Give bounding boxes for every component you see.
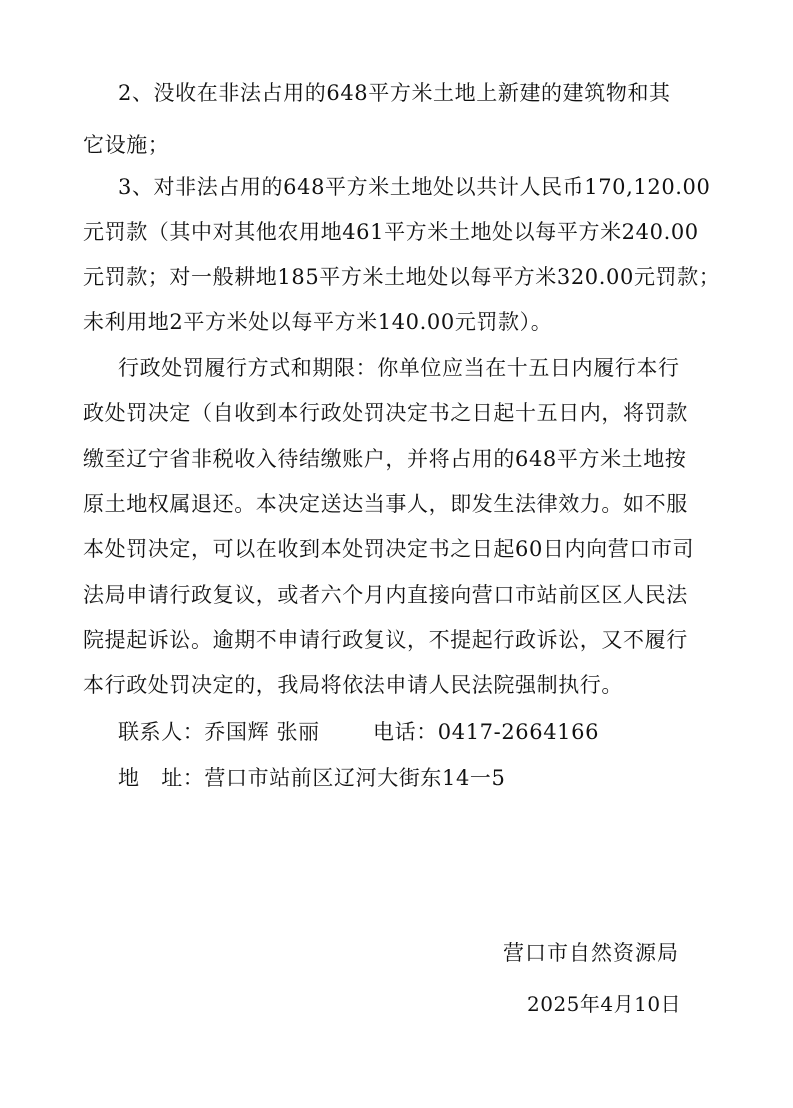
item-3-line-2: 元罚款（其中对其他农用地461平方米土地处以每平方米240.00 [83,220,699,244]
contact-person: 联系人：乔国辉 张丽 [118,720,320,744]
item-3-line-1: 3、对非法占用的648平方米土地处以共计人民币170,120.00 [118,175,711,199]
contact-phone: 电话：0417-2664166 [373,720,600,744]
item-3-line-4: 未利用地2平方米处以每平方米140.00元罚款）。 [83,310,553,334]
item-2-line-2: 它设施； [83,133,170,157]
signature-date: 2025年4月10日 [527,992,682,1016]
performance-paragraph-line-2: 政处罚决定（自收到本行政处罚决定书之日起十五日内，将罚款 [83,401,688,425]
performance-paragraph-line-7: 院提起诉讼。逾期不申请行政复议，不提起行政诉讼，又不履行 [83,628,688,652]
item-2-line-1: 2、没收在非法占用的648平方米土地上新建的建筑物和其 [118,81,671,105]
performance-paragraph-line-1: 行政处罚履行方式和期限：你单位应当在十五日内履行本行 [118,356,680,380]
performance-paragraph-line-5: 本处罚决定，可以在收到本处罚决定书之日起60日内向营口市司 [83,537,695,561]
performance-paragraph-line-8: 本行政处罚决定的，我局将依法申请人民法院强制执行。 [83,673,623,697]
contact-address: 地 址：营口市站前区辽河大街东14一5 [118,766,506,790]
performance-paragraph-line-3: 缴至辽宁省非税收入待结缴账户，并将占用的648平方米土地按 [83,447,687,471]
performance-paragraph-line-4: 原土地权属退还。本决定送达当事人，即发生法律效力。如不服 [83,492,688,516]
signature-organization: 营口市自然资源局 [503,941,679,965]
item-3-line-3: 元罚款；对一般耕地185平方米土地处以每平方米320.00元罚款； [83,265,721,289]
performance-paragraph-line-6: 法局申请行政复议，或者六个月内直接向营口市站前区区人民法 [83,583,688,607]
